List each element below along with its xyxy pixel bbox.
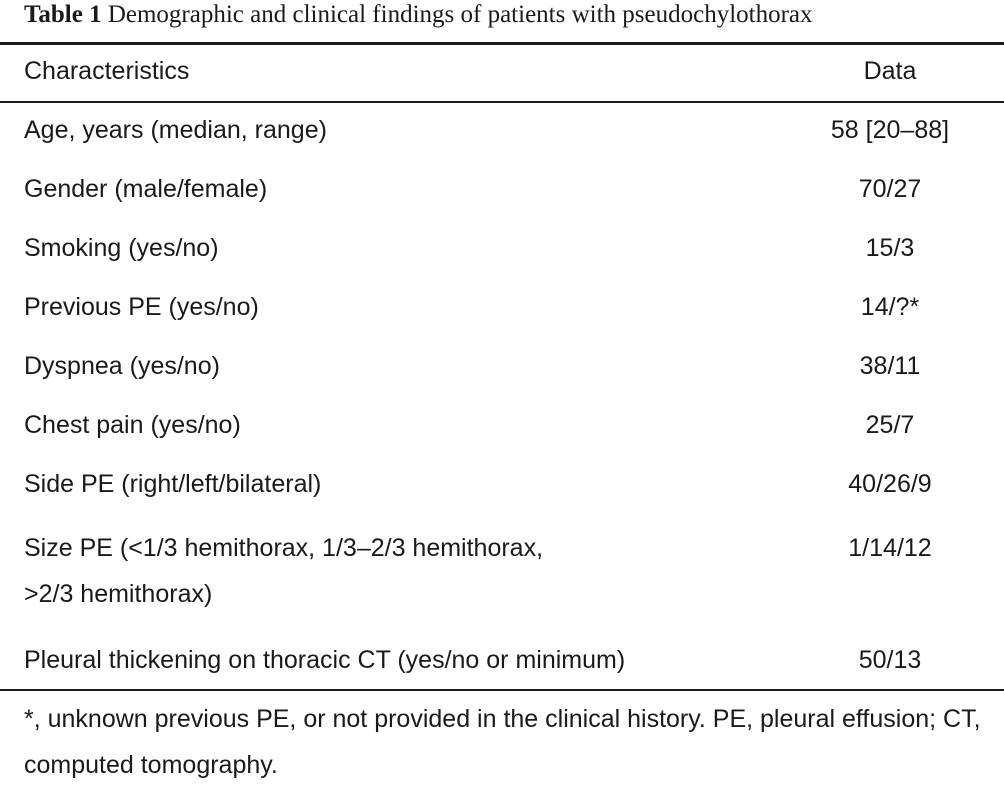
row-side-pe-label: Side PE (right/left/bilateral): [24, 470, 322, 498]
row-gender-value: 70/27: [858, 175, 922, 203]
row-age-value: 58 [20–88]: [830, 116, 950, 144]
row-chest-pain-label: Chest pain (yes/no): [24, 411, 241, 439]
row-size-pe-label-line2: >2/3 hemithorax): [24, 580, 213, 608]
table-header-rule: [0, 101, 1004, 103]
row-smoking-value: 15/3: [865, 234, 915, 262]
row-dyspnea-label: Dyspnea (yes/no): [24, 352, 220, 380]
row-dyspnea-value: 38/11: [859, 352, 921, 380]
table-bottom-rule: [0, 689, 1004, 691]
table-footnote: *, unknown previous PE, or not provided in the clinical history. PE, pleural effusion; CT, computed tomography.: [24, 705, 981, 779]
table-caption: [24, 0, 813, 40]
row-size-pe-label: Size PE (<1/3 hemithorax, 1/3–2/3 hemithorax,: [24, 534, 544, 562]
row-previous-pe-label: Previous PE (yes/no): [24, 293, 259, 321]
row-age-label: Age, years (median, range): [24, 116, 327, 144]
row-previous-pe-value: 14/?*: [860, 293, 920, 321]
row-side-pe-value: 40/26/9: [848, 470, 932, 498]
header-characteristics: Characteristics: [24, 57, 190, 85]
table-caption-text: Demographic and clinical findings of patients with pseudochylothorax: [107, 1, 813, 28]
row-gender-label: Gender (male/female): [24, 175, 268, 203]
row-smoking-label: Smoking (yes/no): [24, 234, 219, 262]
row-pleural-thickening-value: 50/13: [858, 646, 922, 674]
row-size-pe-value: 1/14/12: [848, 534, 932, 562]
header-data: Data: [863, 57, 917, 85]
row-chest-pain-value: 25/7: [865, 411, 915, 439]
row-pleural-thickening-label: Pleural thickening on thoracic CT (yes/no or minimum): [24, 646, 626, 674]
table-caption-label: Table 1: [24, 1, 102, 28]
table-top-rule: [0, 42, 1004, 45]
